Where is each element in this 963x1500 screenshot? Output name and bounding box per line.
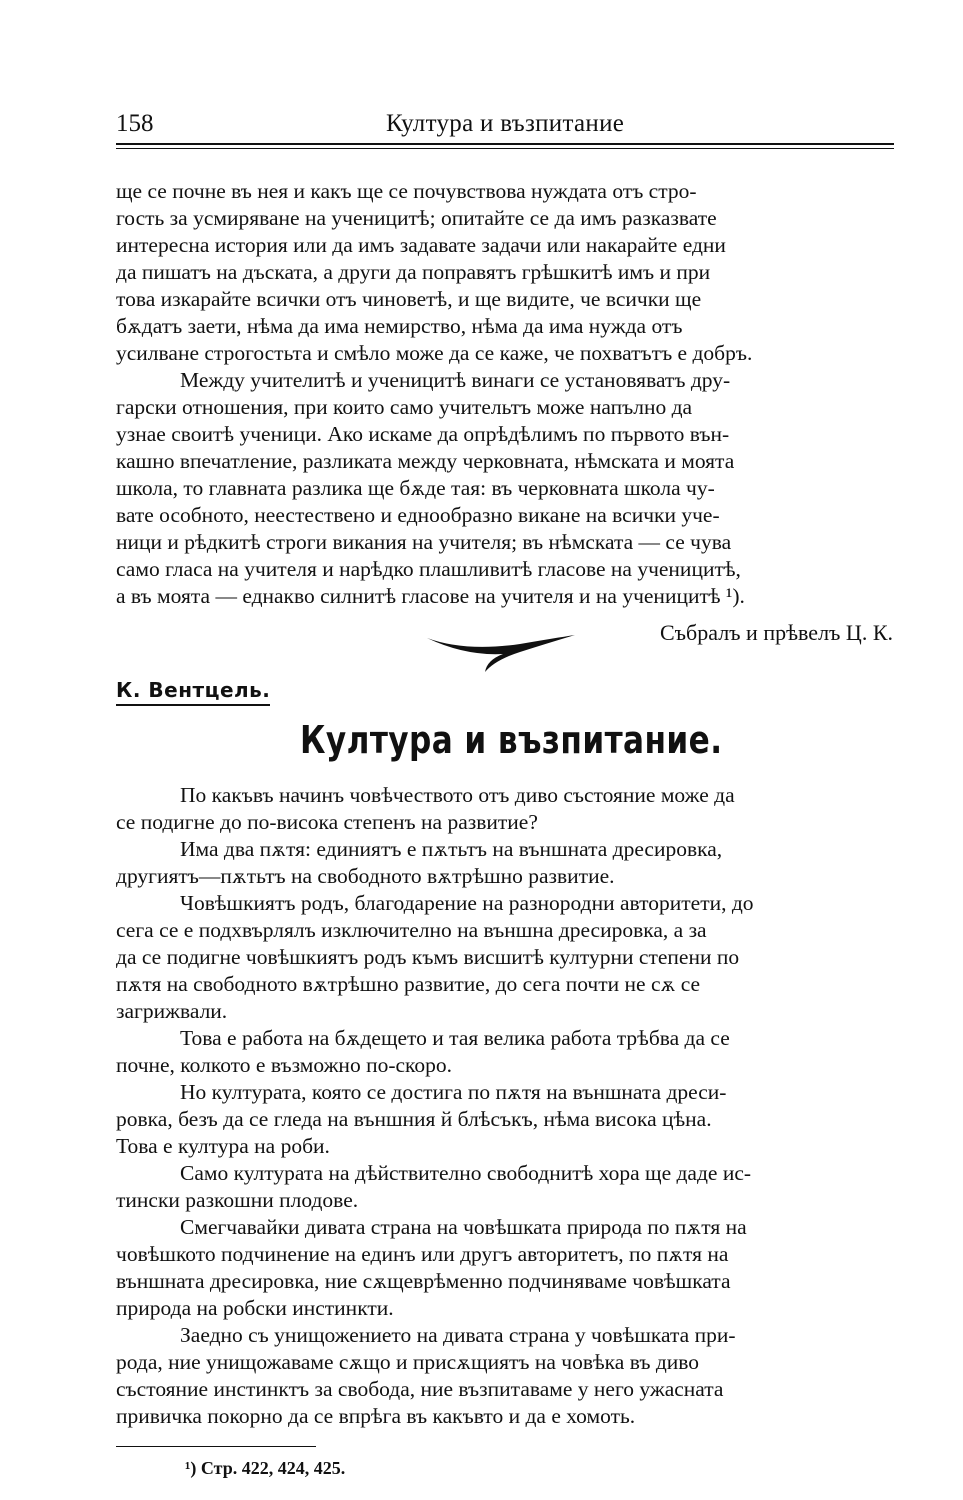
article-author: К. Вентцель. xyxy=(116,678,270,706)
text-line: а въ моята — еднакво силнитѣ гласове на учителя и на ученицитѣ ¹). xyxy=(116,584,745,608)
text-line: да се подигне човѣшкиятъ родъ къмъ висшитѣ културни степени по xyxy=(116,945,740,969)
text-line: ще се почне въ нея и какъ ще се почувствова нуждата отъ стро- xyxy=(116,179,697,203)
text-line: загрижвали. xyxy=(116,999,228,1023)
text-line: Има два пѫтя: единиятъ е пѫтьтъ на външната дресировка, xyxy=(180,837,723,861)
text-line: да пишатъ на дъската, а други да поправятъ грѣшкитѣ имъ и при xyxy=(116,260,711,284)
text-line: сега се е подхвърлялъ изключително на външна дресировка, а за xyxy=(116,918,707,942)
header-rule-thin xyxy=(116,148,894,149)
text-line: почне, колкото е възможно по-скоро. xyxy=(116,1053,453,1077)
text-line: тински разкошни плодове. xyxy=(116,1188,359,1212)
text-line: това изкарайте всички отъ чиноветѣ, и ще видите, че всички ще xyxy=(116,287,702,311)
footnote: ¹) Стр. 422, 424, 425. xyxy=(185,1458,346,1478)
text-line: външната дресировка, ние сѫщеврѣменно подчиняваме човѣшката xyxy=(116,1269,731,1293)
text-line: гарски отношения, при които само учительтъ може напълно да xyxy=(116,395,693,419)
running-title: Култура и възпитание xyxy=(386,110,625,137)
text-line: Между учителитѣ и ученицитѣ винаги се установяватъ дру- xyxy=(180,368,731,392)
text-line: узнае своитѣ ученици. Ако искаме да опрѣдѣлимъ по първото вън- xyxy=(116,422,730,446)
text-line: гость за усмиряване на ученицитѣ; опитайте се да имъ разказвате xyxy=(116,206,717,230)
text-line: Само културата на дѣйствително свободнитѣ хора ще даде ис- xyxy=(180,1161,752,1185)
text-line: природа на робски инстинкти. xyxy=(116,1296,394,1320)
text-line: ници и рѣдкитѣ строги викания на учителя; въ нѣмската — се чува xyxy=(116,530,732,554)
prev-article-paragraph-1 xyxy=(116,178,894,367)
text-line: ровка, безъ да се гледа на външния й блѣсъкъ, нѣма висока цѣна. xyxy=(116,1107,712,1131)
text-line: Човѣшкиятъ родъ, благодарение на разнородни авторитети, до xyxy=(180,891,754,915)
text-line: По какъвъ начинъ човѣчеството отъ диво състояние може да xyxy=(180,783,735,807)
text-line: кашно впечатление, разликата между черковната, нѣмската и моята xyxy=(116,449,735,473)
ornament-divider xyxy=(425,630,585,680)
footnote-rule xyxy=(116,1446,316,1447)
article-title: Култура и възпитание. xyxy=(300,718,723,762)
text-line: човѣшкото подчинение на единъ или другъ авторитетъ, по пѫтя на xyxy=(116,1242,729,1266)
text-line: интересна история или да имъ задавате задачи или накарайте едни xyxy=(116,233,726,257)
text-line: Смегчавайки дивата страна на човѣшката природа по пѫтя на xyxy=(180,1215,747,1239)
text-line: рода, ние унищожаваме сѫщо и присѫщиятъ на човѣка въ диво xyxy=(116,1350,700,1374)
text-line: Но културата, която се достига по пѫтя на външната дреси- xyxy=(180,1080,727,1104)
text-line: другиятъ—пѫтьтъ на свободното вѫтрѣшно развитие. xyxy=(116,864,615,888)
text-line: само гласа на учителя и нарѣдко плашливитѣ гласове на ученицитѣ, xyxy=(116,557,741,581)
text-line: усилване строгостьта и смѣло може да се каже, че похватътъ е добръ. xyxy=(116,341,753,365)
text-line: бѫдатъ заети, нѣма да има немирство, нѣма да има нужда отъ xyxy=(116,314,683,338)
text-line: Това е работа на бѫдещето и тая велика работа трѣбва да се xyxy=(180,1026,730,1050)
text-line: пѫтя на свободното вѫтрѣшно развитие, до сега почти не сѫ се xyxy=(116,972,701,996)
text-line: привичка покорно да се впрѣга въ какъвто и да е хомоть. xyxy=(116,1404,636,1428)
prev-article-paragraph-2 xyxy=(116,367,894,610)
article-body xyxy=(116,782,894,1430)
page-header xyxy=(116,110,894,144)
text-line: Заедно съ унищожението на дивата страна у човѣшката при- xyxy=(180,1323,736,1347)
text-line: школа, то главната разлика ще бѫде тая: въ черковната школа чу- xyxy=(116,476,715,500)
page-number: 158 xyxy=(116,110,154,137)
header-rule xyxy=(116,143,894,145)
text-line: се подигне до по-висока степенъ на развитие? xyxy=(116,810,538,834)
text-line: вате особното, неестествено и еднообразно викане на всички уче- xyxy=(116,503,720,527)
translator-signature: Събралъ и прѣвелъ Ц. К. xyxy=(660,620,893,645)
text-line: Това е култура на роби. xyxy=(116,1134,330,1158)
text-line: състояние инстинктъ за свобода, ние възпитаваме у него ужасната xyxy=(116,1377,724,1401)
